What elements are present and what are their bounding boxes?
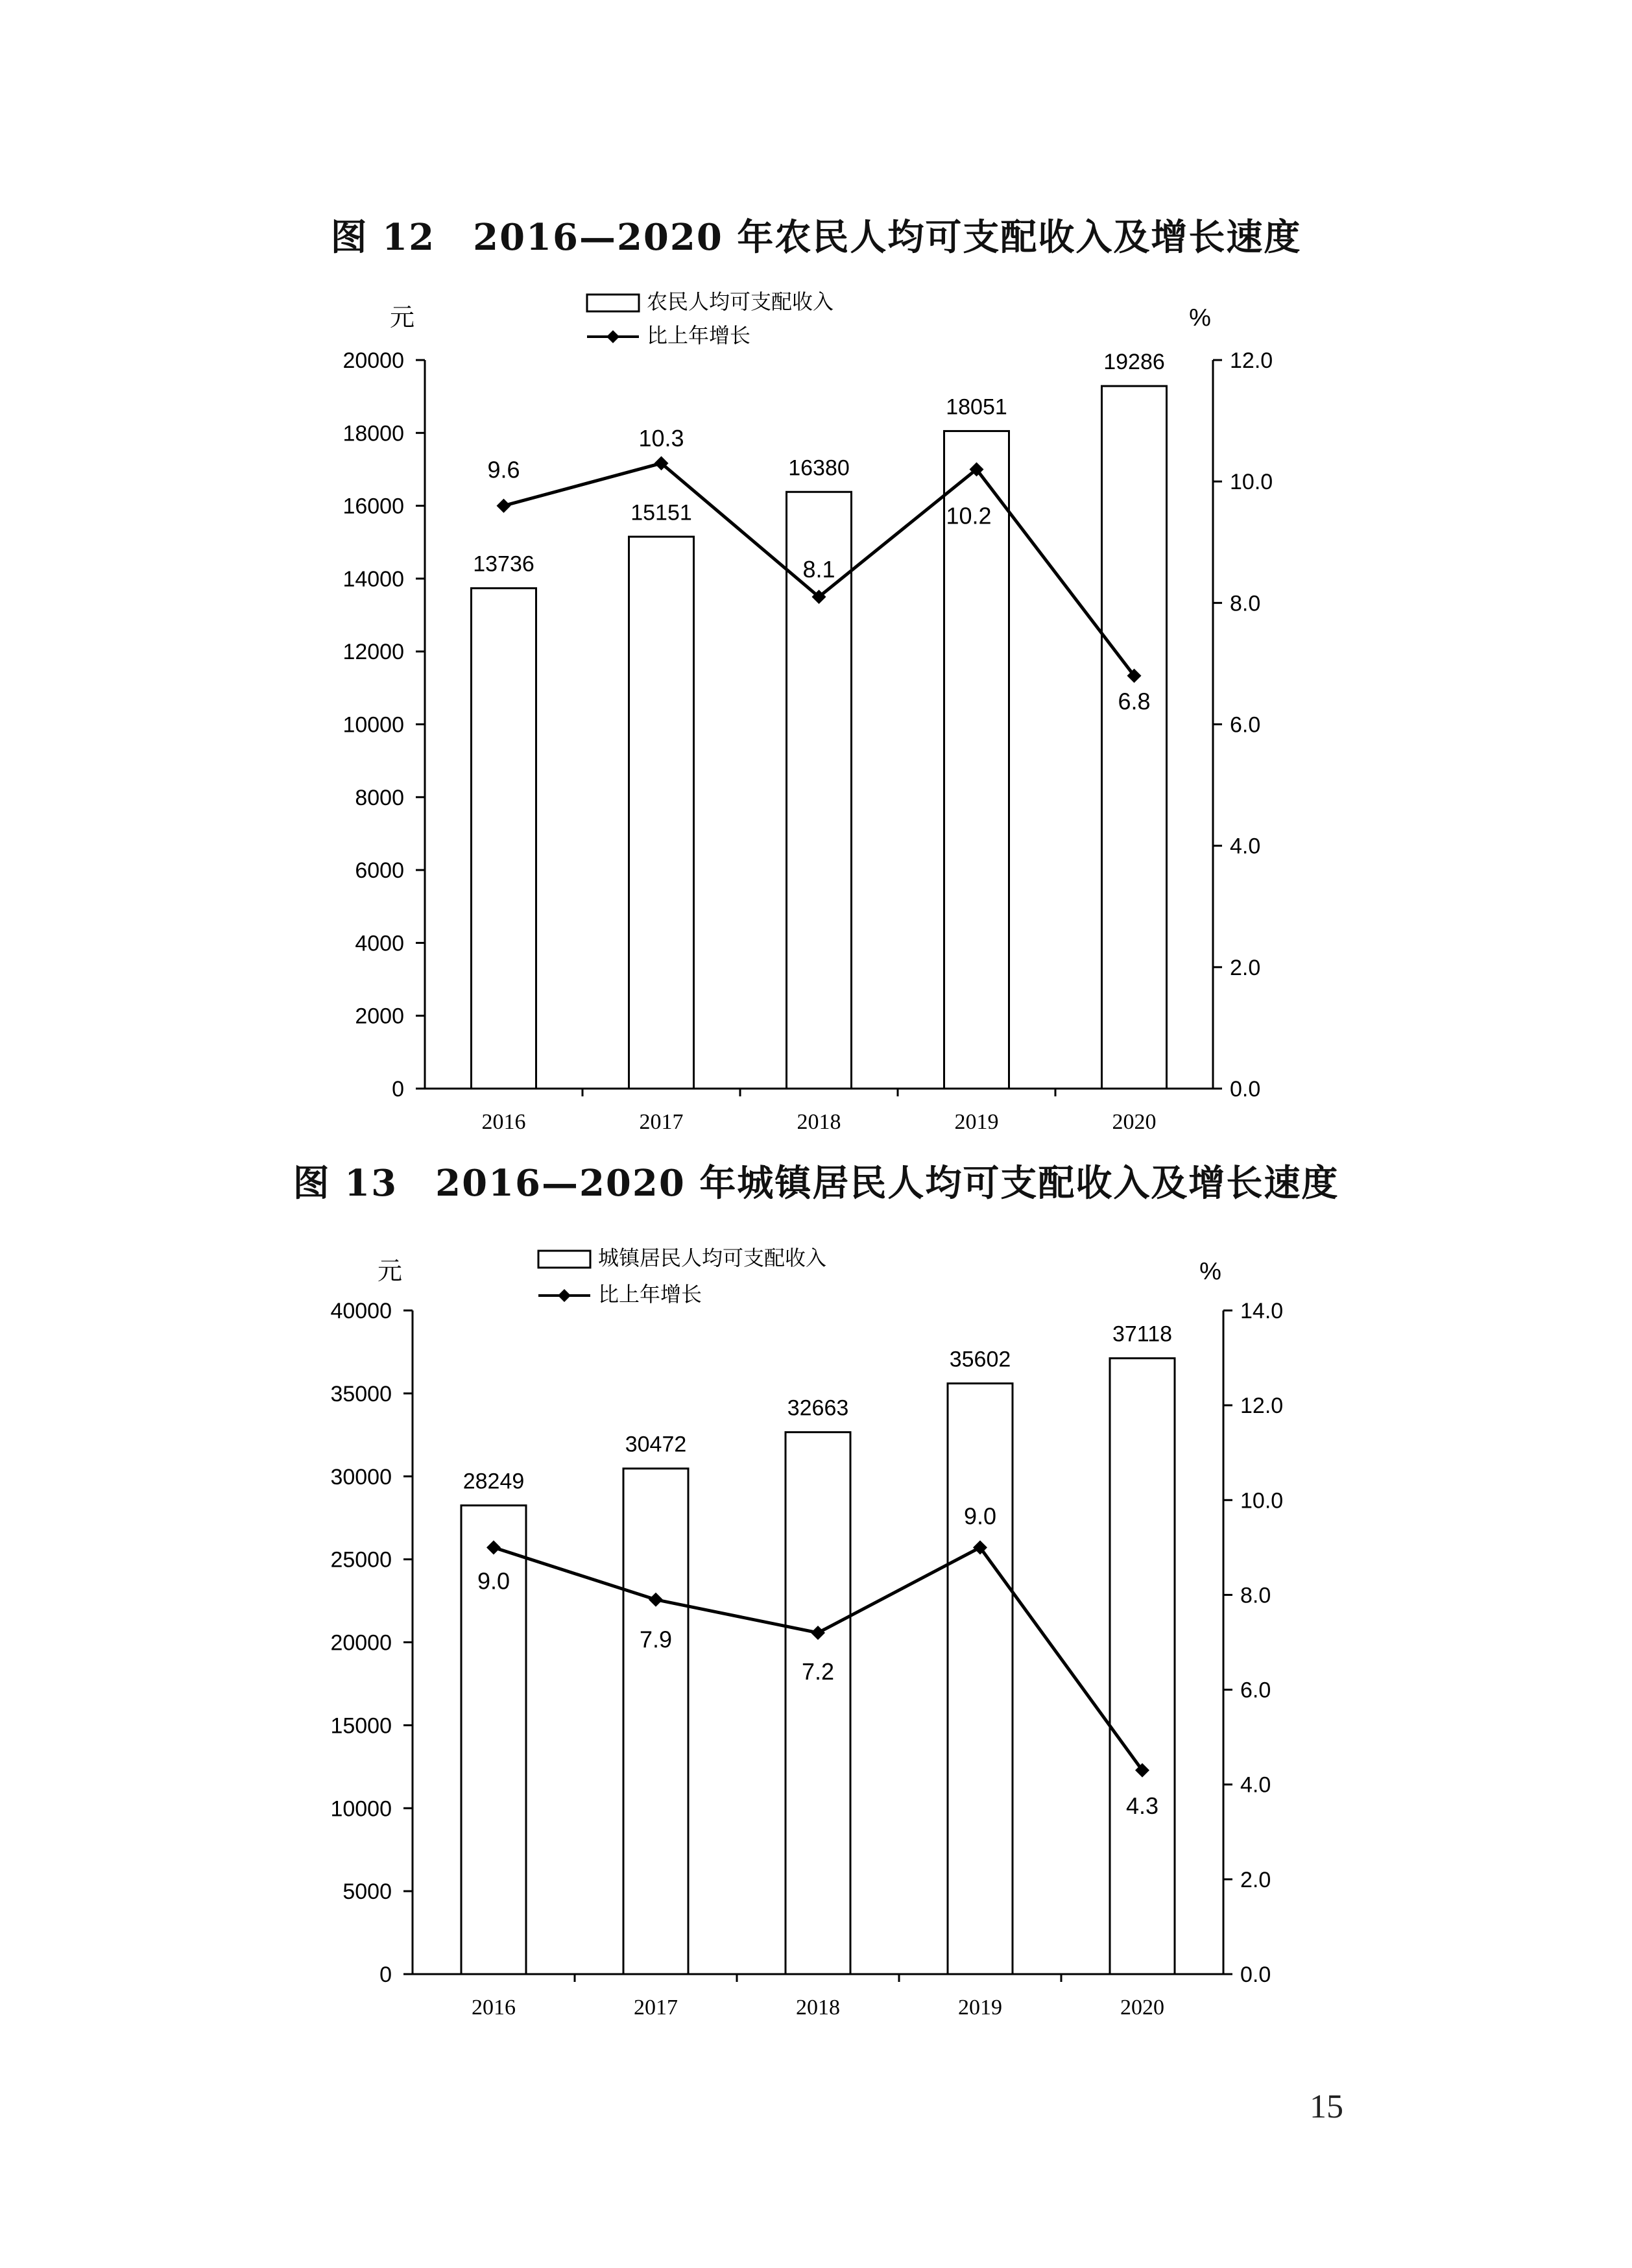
bar <box>472 588 536 1089</box>
y-tick-label-right: 0.0 <box>1230 1077 1261 1102</box>
y-tick-label-left: 20000 <box>330 1630 392 1656</box>
x-tick-label: 2018 <box>797 1110 841 1134</box>
y-tick-label-left: 5000 <box>342 1879 392 1905</box>
growth-value-label: 6.8 <box>1118 688 1151 715</box>
bar-value-label: 28249 <box>462 1469 525 1494</box>
bar-value-label: 35602 <box>949 1347 1011 1372</box>
chart-title-figure-13: 图 13 2016—2020 年城镇居民人均可支配收入及增长速度 <box>293 1162 1339 1205</box>
legend-line-marker <box>606 330 619 343</box>
y-tick-label-left: 30000 <box>330 1464 392 1490</box>
y-tick-label-right: 2.0 <box>1240 1867 1271 1892</box>
growth-value-label: 7.9 <box>639 1626 673 1653</box>
y-tick-label-left: 12000 <box>342 640 404 665</box>
y-tick-label-left: 25000 <box>330 1547 392 1573</box>
x-tick-label: 2020 <box>1112 1110 1157 1134</box>
y-tick-label-right: 4.0 <box>1230 834 1261 859</box>
y-tick-label-right: 6.0 <box>1230 712 1261 738</box>
y-tick-label-left: 0 <box>379 1962 392 1987</box>
y-tick-label-left: 18000 <box>342 421 404 446</box>
growth-value-label: 10.2 <box>946 502 992 529</box>
y-tick-label-right: 4.0 <box>1240 1772 1271 1798</box>
x-tick-label: 2020 <box>1120 1996 1164 2020</box>
growth-value-label: 9.6 <box>487 456 520 483</box>
bar-value-label: 16380 <box>788 455 850 481</box>
y-tick-label-left: 0 <box>392 1077 404 1102</box>
legend <box>538 1246 826 1306</box>
y-tick-label-right: 8.0 <box>1230 591 1261 616</box>
bar-value-label: 18051 <box>946 394 1007 420</box>
bar <box>1110 1358 1175 1974</box>
y-tick-label-left: 2000 <box>355 1004 404 1029</box>
bar-value-label: 37118 <box>1112 1321 1173 1347</box>
growth-value-label: 4.3 <box>1125 1792 1159 1819</box>
y-tick-label-left: 6000 <box>355 858 404 884</box>
y-tick-label-right: 2.0 <box>1230 955 1261 980</box>
y-tick-label-left: 35000 <box>330 1381 392 1406</box>
y-tick-label-left: 20000 <box>342 348 404 373</box>
legend-line-marker <box>558 1289 571 1302</box>
legend <box>587 290 834 347</box>
legend-bar-label: 农民人均可支配收入 <box>647 290 834 313</box>
bar <box>786 1432 850 1974</box>
chart-title-figure-12: 图 12 2016—2020 年农民人均可支配收入及增长速度 <box>330 216 1302 259</box>
y-tick-label-right: 8.0 <box>1240 1583 1271 1608</box>
x-tick-label: 2019 <box>954 1110 999 1134</box>
plot-area <box>342 304 1273 1134</box>
y-tick-label-right: 10.0 <box>1240 1488 1284 1514</box>
y-tick-label-left: 10000 <box>330 1796 392 1822</box>
bar-value-label: 15151 <box>630 500 692 525</box>
legend-bar-label: 城镇居民人均可支配收入 <box>598 1246 827 1270</box>
growth-value-label: 9.0 <box>963 1502 997 1530</box>
x-tick-label: 2016 <box>481 1110 526 1134</box>
growth-value-label: 7.2 <box>801 1658 835 1685</box>
bar <box>623 1469 688 1974</box>
x-tick-label: 2016 <box>472 1996 516 2020</box>
y-tick-label-right: 12.0 <box>1240 1393 1284 1419</box>
y-axis-unit-left: 元 <box>377 1258 403 1285</box>
urban-income-chart <box>0 1220 1632 2050</box>
legend-bar-swatch <box>587 295 639 311</box>
y-axis-unit-left: 元 <box>389 304 415 332</box>
rural-income-chart <box>0 272 1632 1148</box>
y-tick-label-right: 14.0 <box>1240 1299 1284 1323</box>
growth-value-label: 8.1 <box>802 555 835 583</box>
growth-value-label: 9.0 <box>477 1567 510 1595</box>
y-tick-label-left: 40000 <box>330 1299 392 1323</box>
y-tick-label-left: 8000 <box>355 785 404 810</box>
growth-point <box>497 499 511 513</box>
y-tick-label-left: 10000 <box>342 712 404 738</box>
page-number: 15 <box>1310 2088 1343 2125</box>
bar-value-label: 32663 <box>787 1395 849 1421</box>
legend-line-label: 比上年增长 <box>598 1283 702 1306</box>
bar <box>1102 386 1167 1089</box>
legend-line-label: 比上年增长 <box>647 324 751 347</box>
y-tick-label-right: 6.0 <box>1240 1678 1271 1703</box>
y-tick-label-right: 12.0 <box>1230 348 1273 373</box>
y-tick-label-left: 16000 <box>342 494 404 519</box>
x-tick-label: 2017 <box>639 1110 684 1134</box>
y-tick-label-left: 4000 <box>355 931 404 956</box>
x-tick-label: 2018 <box>796 1996 840 2020</box>
bar <box>944 431 1009 1089</box>
bar <box>629 537 694 1089</box>
legend-bar-swatch <box>538 1251 590 1268</box>
y-axis-unit-right: % <box>1189 304 1211 332</box>
y-tick-label-left: 14000 <box>342 566 404 592</box>
y-tick-label-right: 0.0 <box>1240 1962 1271 1987</box>
y-tick-label-right: 10.0 <box>1230 470 1273 495</box>
bar-value-label: 13736 <box>473 551 534 577</box>
bar-value-label: 30472 <box>625 1432 687 1457</box>
bar <box>948 1383 1013 1974</box>
growth-value-label: 10.3 <box>638 425 684 452</box>
x-tick-label: 2017 <box>634 1996 678 2020</box>
y-axis-unit-right: % <box>1199 1258 1221 1285</box>
bar-value-label: 19286 <box>1103 350 1165 375</box>
y-tick-label-left: 15000 <box>330 1713 392 1739</box>
x-tick-label: 2019 <box>958 1996 1002 2020</box>
plot-area <box>330 1258 1283 2020</box>
